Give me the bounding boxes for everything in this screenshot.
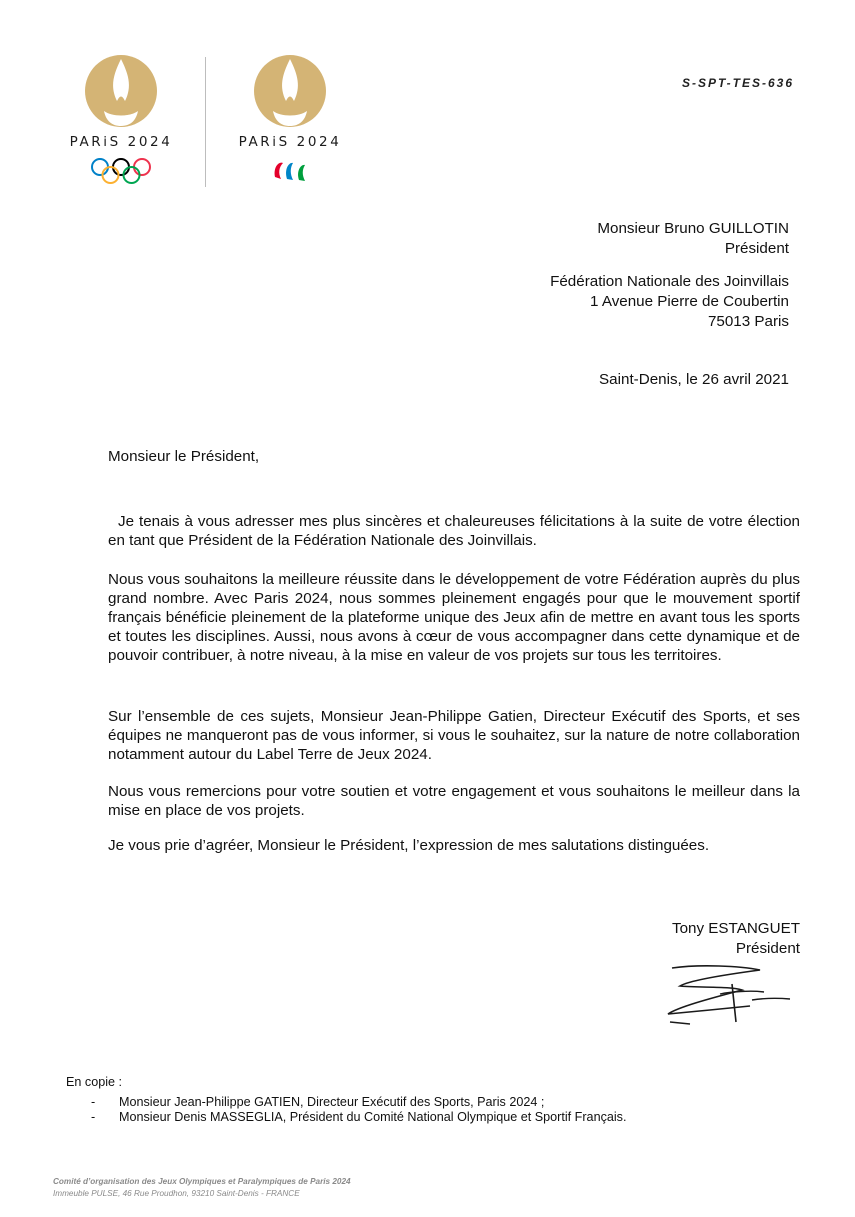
copy-recipient-item: [66, 1110, 626, 1126]
recipient-title: Président: [724, 240, 789, 257]
copies-heading: En copie :: [66, 1075, 123, 1089]
recipient-block: [550, 219, 789, 332]
footer-street: Immeuble PULSE, 46 Rue Proudhon, 93210 Saint-Denis - FRANCE: [53, 1188, 300, 1198]
paris-2024-paralympic-logo: [225, 55, 355, 190]
signature-block: [672, 919, 800, 959]
reference-number: S-SPT-TES-636: [681, 76, 794, 90]
recipient-name: Monsieur Bruno GUILLOTIN: [597, 220, 789, 237]
paralympic-logo-wordmark: PARiS 2024: [238, 134, 342, 150]
body-paragraph-2: Nous vous souhaitons la meilleure réussite dans le développement de votre Fédération auprès du plus grand nombre. Avec Paris 2024, nous sommes pleinement engagés pour que le mouvement sportif français bénéficie pleinement de la plateforme unique des Jeux afin de mettre en avant tous les sports et toutes les disciplines. Aussi, nous avons à cœur de vous accompagner dans cette dynamique et de pouvoir contribuer, à notre niveau, à la mise en valeur de vos projets sur tous les territoires.: [108, 571, 800, 665]
body-paragraph-4: Nous vous remercions pour votre soutien et votre engagement et vous souhaitons le meilleur dans la mise en place de vos projets.: [108, 783, 800, 820]
bullet-dash: -: [91, 1110, 96, 1124]
signatory-name: Tony ESTANGUET: [672, 920, 800, 937]
body-paragraph-3: Sur l’ensemble de ces sujets, Monsieur Jean-Philippe Gatien, Directeur Exécutif des Sports, et ses équipes ne manqueront pas de vous informer, si vous le souhaitez, sur la nature de notre collaboration notamment autour du Label Terre de Jeux 2024.: [108, 708, 800, 764]
copy-recipient-text: Monsieur Jean-Philippe GATIEN, Directeur Exécutif des Sports, Paris 2024 ;: [119, 1094, 545, 1109]
recipient-address: 1 Avenue Pierre de Coubertin: [590, 293, 789, 310]
salutation: Monsieur le Président,: [108, 448, 260, 465]
olympic-flame-emblem: [56, 55, 186, 133]
date-line: Saint-Denis, le 26 avril 2021: [599, 371, 789, 388]
recipient-organization: Fédération Nationale des Joinvillais: [550, 273, 789, 290]
footer-organization: Comité d’organisation des Jeux Olympiques et Paralympiques de Paris 2024: [53, 1177, 351, 1186]
paris-2024-olympic-logo: [56, 55, 186, 190]
copy-recipient-text: Monsieur Denis MASSEGLIA, Président du Comité National Olympique et Sportif Français.: [119, 1110, 627, 1124]
copies-section: [66, 1075, 626, 1126]
body-paragraph-5: Je vous prie d’agréer, Monsieur le Président, l’expression de mes salutations distinguées.: [108, 837, 710, 854]
bullet-dash: -: [91, 1094, 96, 1109]
logo-divider: [205, 57, 206, 187]
paralympic-agitos-icon: [271, 159, 311, 185]
footer-address: [53, 1176, 351, 1199]
copy-recipient-item: [66, 1095, 626, 1111]
signatory-title: Président: [735, 940, 800, 957]
body-paragraph-1: Je tenais à vous adresser mes plus sincères et chaleureuses félicitations à la suite de votre élection en tant que Président de la Fédération Nationale des Joinvillais.: [108, 513, 800, 550]
handwritten-signature: [660, 962, 795, 1026]
olympic-logo-wordmark: PARiS 2024: [69, 134, 173, 150]
olympic-rings-icon: [90, 157, 152, 187]
paralympic-flame-emblem: [225, 55, 355, 133]
recipient-city: 75013 Paris: [707, 313, 789, 330]
